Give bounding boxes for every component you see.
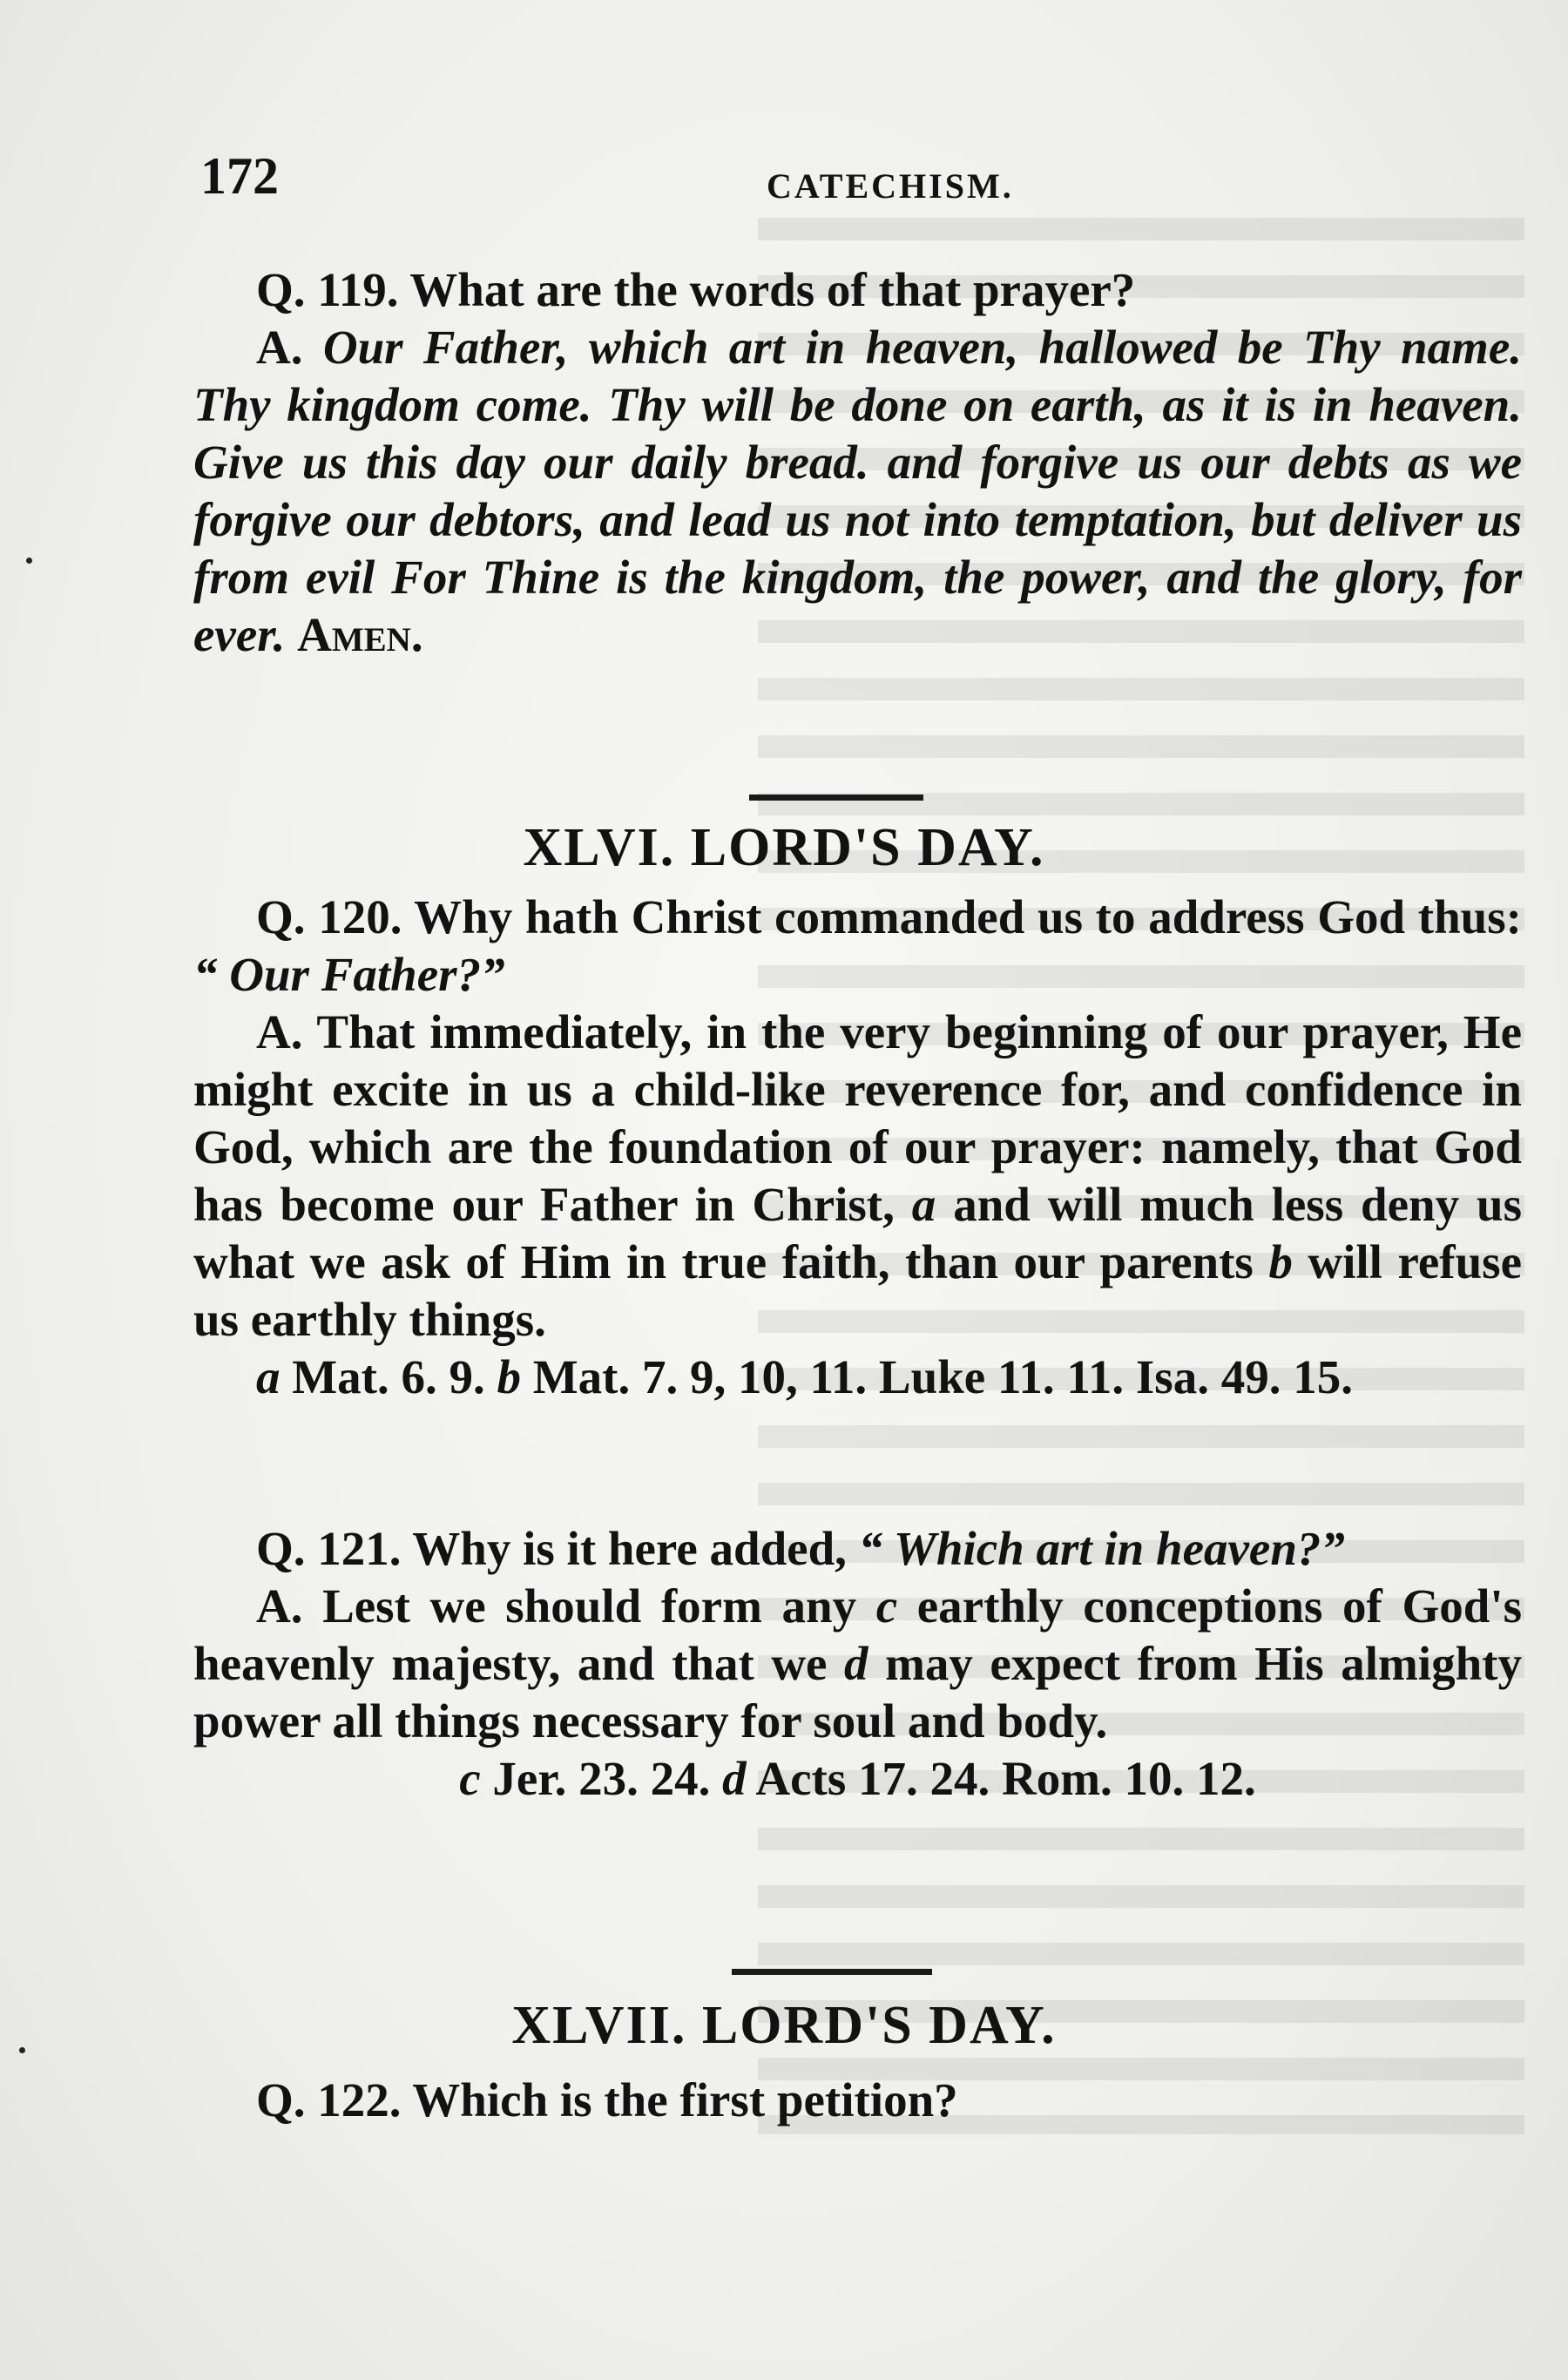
q121-question: Q. 121. Why is it here added, “ Which art in heaven?” [256, 1522, 1345, 1575]
q120-references: a Mat. 6. 9. b Mat. 7. 9, 10, 11. Luke 11. 11. Isa. 49. 15. [256, 1350, 1353, 1403]
page-number: 172 [200, 147, 279, 205]
running-head: CATECHISM. [767, 166, 1014, 206]
q120-answer: A. That immediately, in the very beginning of our prayer, He might excite in us a child-like reverence for, and confidence in God, which are the foundation of our prayer: namely, that God has become our Father in Christ, a and will much less deny us what we ask of Him in true faith, than our parents b will refuse us earthly things. [193, 1005, 1523, 1346]
q122-question: Q. 122. Which is the first petition? [256, 2073, 958, 2126]
section-divider [732, 1969, 932, 1975]
q121-block [193, 1520, 1522, 1808]
q121-answer: A. Lest we should form any c earthly conceptions of God's heavenly majesty, and that we d may expect from His almighty power all things necessary for soul and body. [193, 1579, 1522, 1748]
speck [26, 558, 32, 564]
q119-question: Q. 119. What are the words of that prayer? [256, 263, 1136, 316]
q119-answer: A. Our Father, which art in heaven, hallowed be Thy name. Thy kingdom come. Thy will be done on earth, as it is in heaven. Give us this day our daily bread. and forgive us our debts as we forgive our debtors, and lead us not into temptation, but deliver us from evil For Thine is the kingdom, the power, and the glory, for ever. Amen. [193, 321, 1522, 661]
section-heading-46: XLVI. LORD'S DAY. [523, 818, 1045, 877]
q122-block [193, 2072, 1522, 2129]
q119-block [193, 261, 1522, 664]
section-divider [749, 794, 923, 801]
q120-block [193, 889, 1522, 1406]
q121-references: c Jer. 23. 24. d Acts 17. 24. Rom. 10. 12. [459, 1752, 1256, 1805]
section-heading-47: XLVII. LORD'S DAY. [511, 1996, 1057, 2055]
q120-question: Q. 120. Why hath Christ commanded us to address God thus: “ Our Father?” [193, 890, 1522, 1001]
